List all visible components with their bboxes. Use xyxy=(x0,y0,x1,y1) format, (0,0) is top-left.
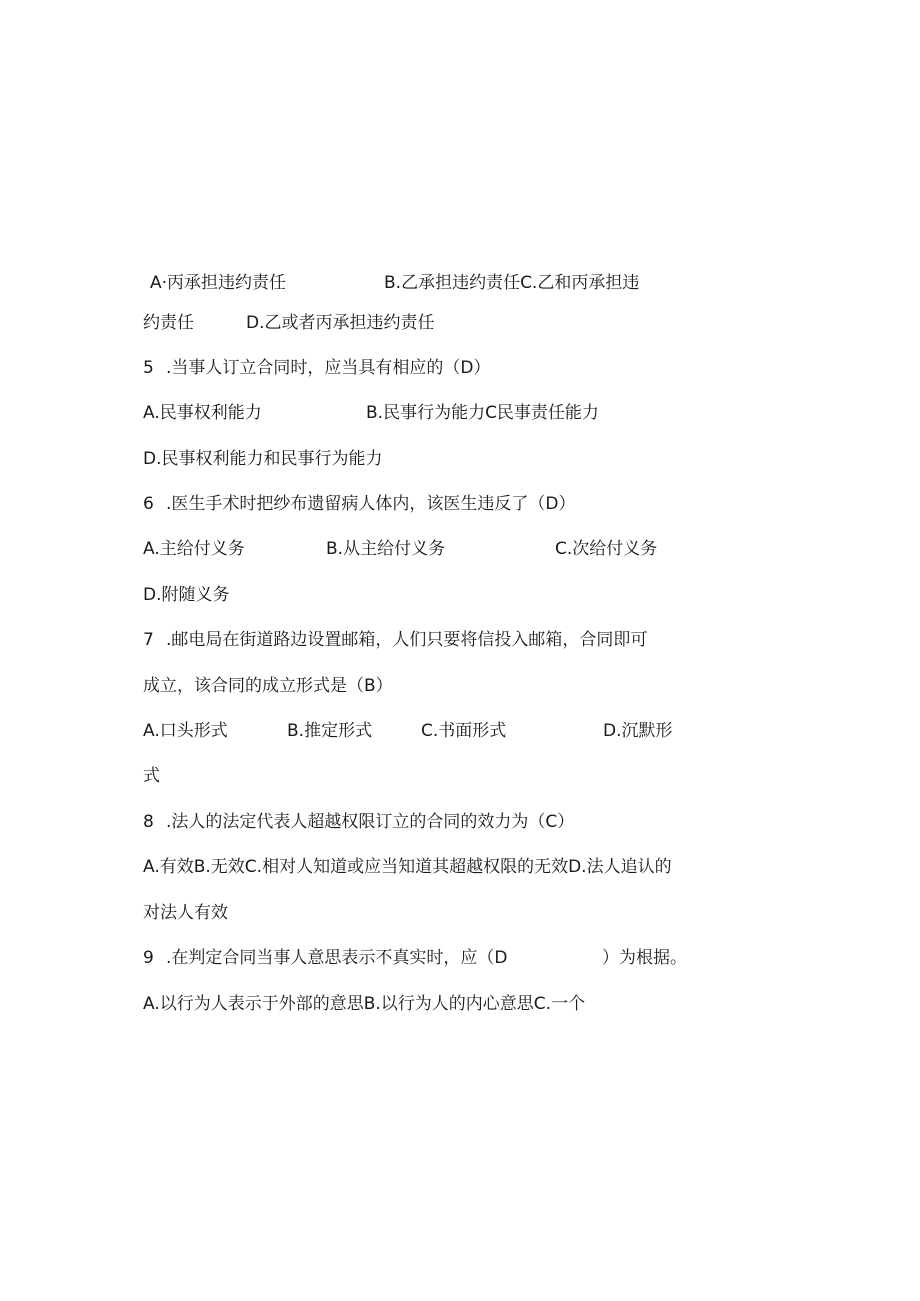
question-number: 8 xyxy=(143,812,154,832)
question-continuation: 成立，该合同的成立形式是（B） xyxy=(143,676,393,696)
question-text: .医生手术时把纱布遗留病人体内，该医生违反了（D） xyxy=(166,494,576,514)
option-b: B.从主给付义务 xyxy=(326,539,446,559)
text-line xyxy=(0,308,920,338)
question-line xyxy=(0,489,920,519)
text-line xyxy=(0,671,920,701)
question-line xyxy=(0,807,920,837)
question-number: 5 xyxy=(143,358,154,378)
question-text: .当事人订立合同时，应当具有相应的（D） xyxy=(166,358,491,378)
option-d: D.乙或者丙承担违约责任 xyxy=(246,313,435,333)
question-text: .邮电局在街道路边设置邮箱，人们只要将信投入邮箱，合同即可 xyxy=(166,630,648,650)
option-b-c: B.民事行为能力C民事责任能力 xyxy=(366,403,599,423)
options-line: A.有效B.无效C.相对人知道或应当知道其超越权限的无效D.法人追认的 xyxy=(143,857,672,877)
text-line xyxy=(0,761,920,791)
text-line xyxy=(0,580,920,610)
question-text: .法人的法定代表人超越权限订立的合同的效力为（C） xyxy=(166,812,575,832)
question-line xyxy=(0,353,920,383)
text-line xyxy=(0,534,920,564)
option-d: D.民事权利能力和民事行为能力 xyxy=(143,449,383,469)
question-number: 9 xyxy=(143,948,154,968)
option-a: A.主给付义务 xyxy=(143,539,245,559)
option-continuation: 对法人有效 xyxy=(143,903,228,923)
option-a: A.民事权利能力 xyxy=(143,403,262,423)
question-number: 7 xyxy=(143,630,154,650)
question-number: 6 xyxy=(143,494,154,514)
question-line xyxy=(0,943,920,973)
option-a: A·丙承担违约责任 xyxy=(150,273,287,293)
text-line xyxy=(0,398,920,428)
options-line: A.以行为人表示于外部的意思B.以行为人的内心意思C.一个 xyxy=(143,994,586,1014)
text-line xyxy=(0,268,920,298)
option-d: D.附随义务 xyxy=(143,585,230,605)
option-d: D.沉默形 xyxy=(603,721,673,741)
option-b-c: B.乙承担违约责任C.乙和丙承担违 xyxy=(384,273,640,293)
option-a: A.口头形式 xyxy=(143,721,228,741)
text-line xyxy=(0,444,920,474)
option-c: C.书面形式 xyxy=(421,721,507,741)
text-line xyxy=(0,898,920,928)
question-text-end: ）为根据。 xyxy=(602,948,687,968)
option-continuation: 约责任 xyxy=(143,313,194,333)
option-c: C.次给付义务 xyxy=(555,539,658,559)
question-text: .在判定合同当事人意思表示不真实时，应（D xyxy=(166,948,508,968)
option-b: B.推定形式 xyxy=(287,721,373,741)
text-line xyxy=(0,989,920,1019)
question-line xyxy=(0,625,920,655)
text-line xyxy=(0,852,920,882)
option-continuation: 式 xyxy=(143,766,160,786)
text-line xyxy=(0,716,920,746)
